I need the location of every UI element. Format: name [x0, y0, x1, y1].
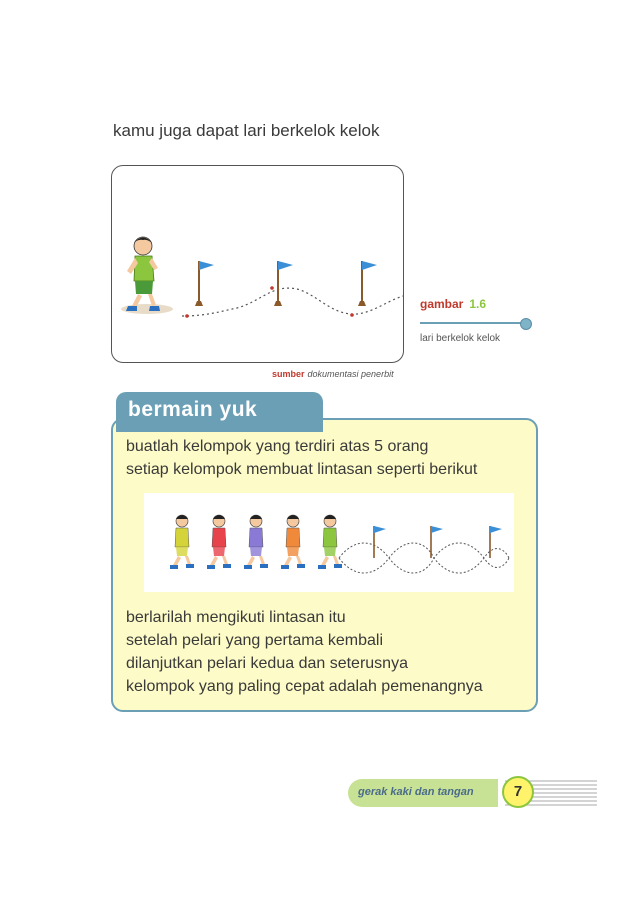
- figure-source: [272, 369, 394, 379]
- flag-icon: [374, 526, 386, 558]
- caption-divider: [420, 322, 522, 324]
- source-label: sumber: [272, 369, 305, 379]
- runner-figure: [207, 515, 231, 569]
- relay-svg: [144, 493, 514, 592]
- caption-label: gambar: [420, 297, 464, 311]
- caption-number: 1.6: [469, 297, 487, 311]
- runner-figure: [170, 515, 194, 569]
- intro-text: kamu juga dapat lari berkelok kelok: [113, 121, 380, 140]
- flag-icon: [490, 526, 502, 558]
- activity-line: setelah pelari yang pertama kembali: [126, 632, 384, 649]
- activity-line: dilanjutkan pelari kedua dan seterusnya: [126, 655, 408, 672]
- runner-figure: [244, 515, 268, 569]
- figure-running-zigzag: [111, 165, 404, 363]
- activity-line: kelompok yang paling cepat adalah pemenangnya: [126, 678, 483, 695]
- activity-line: buatlah kelompok yang terdiri atas 5 orang: [126, 438, 429, 455]
- relay-runners: [170, 515, 342, 569]
- activity-line: setiap kelompok membuat lintasan seperti berikut: [126, 461, 478, 478]
- runner-figure: [318, 515, 342, 569]
- chapter-label: [348, 779, 498, 807]
- activity-title-tab: [116, 392, 323, 432]
- relay-illustration: [144, 493, 514, 592]
- flag-icon: [274, 261, 293, 306]
- zigzag-illustration: [112, 166, 403, 362]
- caption-dot-icon: [520, 318, 532, 330]
- zigzag-path: [182, 288, 403, 316]
- chapter-title: gerak kaki dan tangan: [358, 786, 474, 798]
- caption-text: lari berkelok kelok: [420, 333, 501, 344]
- page-number-badge: [502, 776, 534, 808]
- source-text: dokumentasi penerbit: [307, 369, 394, 379]
- flag-icon: [358, 261, 377, 306]
- running-boy-illustration: [126, 237, 160, 311]
- flag-icon: [195, 261, 214, 306]
- page-number: 7: [513, 783, 523, 800]
- runner-figure: [281, 515, 305, 569]
- relay-path-lower: [339, 543, 509, 573]
- figure-caption-title: [420, 297, 486, 311]
- activity-line: berlarilah mengikuti lintasan itu: [126, 609, 346, 626]
- activity-title: bermain yuk: [128, 398, 258, 421]
- flag-icon: [431, 526, 443, 558]
